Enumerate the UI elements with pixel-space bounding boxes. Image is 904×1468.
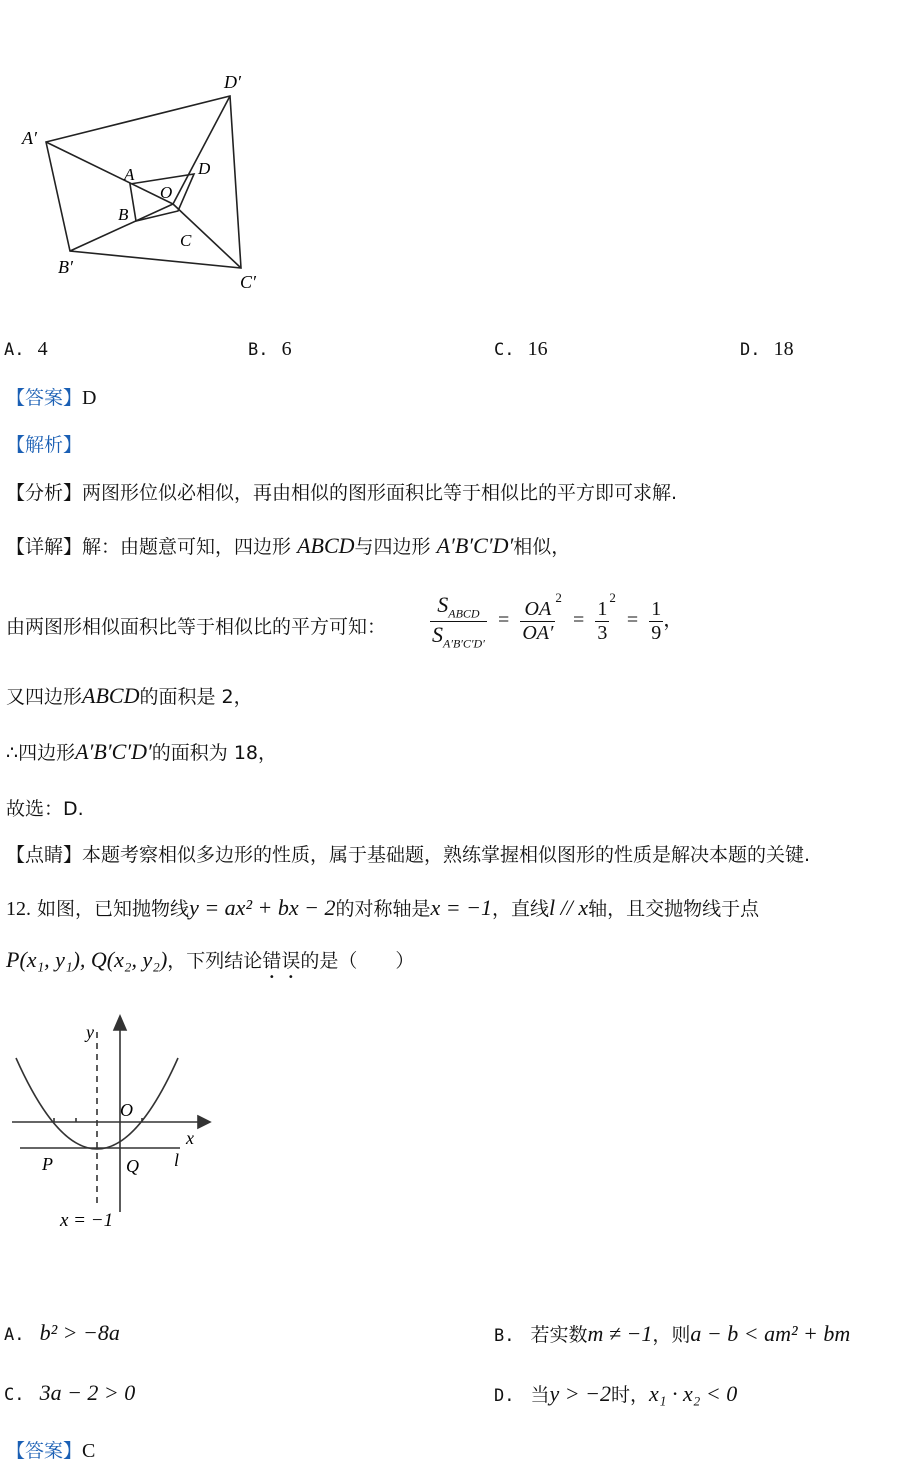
label-c: C <box>180 231 192 250</box>
dianjing-line <box>6 840 810 867</box>
q11-option-c <box>494 338 548 361</box>
label-y: y <box>86 1022 94 1042</box>
points-pq: P(x₁, y₁), Q(x₂, y₂) <box>6 947 168 972</box>
option-value: 4 <box>37 338 48 360</box>
q12-stem-line1 <box>6 894 759 921</box>
parabola-graph <box>8 1012 218 1232</box>
therefore-line <box>6 738 277 765</box>
option-text: 3a − 2 > 0 <box>39 1380 136 1405</box>
option-pre: 当 <box>530 1384 550 1406</box>
parabola-equation: y = ax² + bx − 2 <box>189 895 336 920</box>
q12-option-b <box>494 1320 850 1347</box>
analysis-tag: 【解析】 <box>6 434 83 456</box>
option-letter: C. <box>4 1385 25 1405</box>
label-a-prime: A′ <box>22 128 37 148</box>
option-m: m ≠ −1 <box>587 1321 653 1346</box>
label-c-prime: C′ <box>240 272 256 292</box>
answer-value: D <box>82 387 97 409</box>
abcd-prime: A′B′C′D′ <box>75 739 152 764</box>
ratio-formula: $\frac{S_{ABCD}}{S_{A'B'C'D'}}$ = $\frac{OA}{OA'}$ $^2$ = $\frac{1}{3}$ $^2$ = $\frac{1}{9}$ ， <box>432 590 684 651</box>
therefore-post: 的面积为 18， <box>151 742 278 764</box>
stem2: ，下列结论 <box>167 950 263 972</box>
detail-mid: 与四边形 <box>354 536 431 558</box>
option-letter: B. <box>248 340 269 360</box>
option-letter: C. <box>494 340 515 360</box>
label-x: x <box>186 1128 194 1148</box>
ray-oa <box>46 142 173 204</box>
q11-answer <box>6 383 96 410</box>
label-b-prime: B′ <box>58 257 73 277</box>
line-parallel: l // x <box>549 895 589 920</box>
option-text: b² > −8a <box>39 1320 120 1345</box>
label-d-prime: D′ <box>224 72 241 92</box>
x-axis-arrow <box>198 1116 210 1128</box>
stem-end: 轴，且交抛物线于点 <box>588 898 760 920</box>
dianjing-tag: 【点睛】 <box>6 844 83 866</box>
therefore-pre: ∴四边形 <box>6 742 76 764</box>
option-expr: x₁ · x₂ < 0 <box>649 1381 738 1406</box>
option-letter: B. <box>494 1326 515 1346</box>
choose-line: 故选：D. <box>6 798 84 820</box>
abcd-prime: A′B′C′D′ <box>436 533 514 558</box>
option-value: 16 <box>527 338 548 360</box>
q11-option-b <box>248 338 292 361</box>
stem-post: ，直线 <box>491 898 549 920</box>
one-third: $\frac{1}{3}$ <box>597 598 608 644</box>
option-expr: a − b < am² + bm <box>690 1321 851 1346</box>
fenxi-line <box>6 478 677 505</box>
area-line <box>6 682 253 709</box>
fenxi-tag: 【分析】 <box>6 482 83 504</box>
detail-pre: 解：由题意可知，四边形 <box>82 536 292 558</box>
q12-answer <box>6 1436 95 1463</box>
label-d: D <box>198 159 211 178</box>
dianjing-text: 本题考察相似多边形的性质，属于基础题，熟练掌握相似图形的性质是解决本题的关键. <box>82 844 811 866</box>
y-axis-arrow <box>114 1016 126 1030</box>
detail-tag: 【详解】 <box>6 536 83 558</box>
q12-option-a <box>4 1320 120 1346</box>
option-pre: 若实数 <box>530 1324 588 1346</box>
q12-stem-line2 <box>6 946 414 983</box>
fenxi-text: 两图形位似必相似，再由相似的图形面积比等于相似比的平方即可求解. <box>82 482 678 504</box>
area-fraction: $\frac{S_{ABCD}}{S_{A'B'C'D'}}$ <box>432 591 485 651</box>
stem2-end: 的是（ ） <box>300 950 415 972</box>
ray-od <box>173 96 230 204</box>
label-p: P <box>42 1154 53 1174</box>
answer-tag: 【答案】 <box>6 1440 83 1462</box>
q11-option-d <box>740 338 794 361</box>
oa-fraction: $\frac{OA}{OA'}$ <box>522 598 554 644</box>
axis-equation: x = −1 <box>430 895 492 920</box>
stem2-emphasis: 错误 <box>262 950 301 972</box>
option-letter: A. <box>4 340 25 360</box>
label-o: O <box>120 1100 133 1120</box>
abcd: ABCD <box>82 683 140 708</box>
option-mid: ，则 <box>652 1324 691 1346</box>
label-b: B <box>118 205 129 224</box>
question-number: 12. <box>6 898 31 920</box>
option-letter: D. <box>494 1386 515 1406</box>
option-value: 6 <box>281 338 292 360</box>
detail-line <box>6 532 570 559</box>
q12-option-c <box>4 1380 135 1406</box>
one-ninth: $\frac{1}{9}$ <box>651 598 662 644</box>
answer-tag: 【答案】 <box>6 387 83 409</box>
option-mid: 时， <box>611 1384 650 1406</box>
homothety-figure <box>18 66 278 296</box>
q12-option-d <box>494 1380 737 1407</box>
area-pre: 又四边形 <box>6 686 83 708</box>
stem-pre: 如图，已知抛物线 <box>37 898 190 920</box>
option-value: 18 <box>773 338 794 360</box>
label-l: l <box>174 1150 180 1170</box>
stem-mid: 的对称轴是 <box>335 898 431 920</box>
option-letter: A. <box>4 1325 25 1345</box>
option-letter: D. <box>740 340 761 360</box>
area-post: 的面积是 2， <box>139 686 253 708</box>
option-cond: y > −2 <box>549 1381 612 1406</box>
answer-value: C <box>82 1440 96 1462</box>
q11-option-a <box>4 338 48 361</box>
label-o: O <box>160 183 173 202</box>
ratio-text: 由两图形相似面积比等于相似比的平方可知： <box>6 616 387 638</box>
label-axis: x = −1 <box>60 1210 114 1231</box>
label-a: A <box>124 165 135 184</box>
label-q: Q <box>126 1156 139 1176</box>
abcd: ABCD <box>297 533 355 558</box>
detail-post: 相似， <box>513 536 571 558</box>
